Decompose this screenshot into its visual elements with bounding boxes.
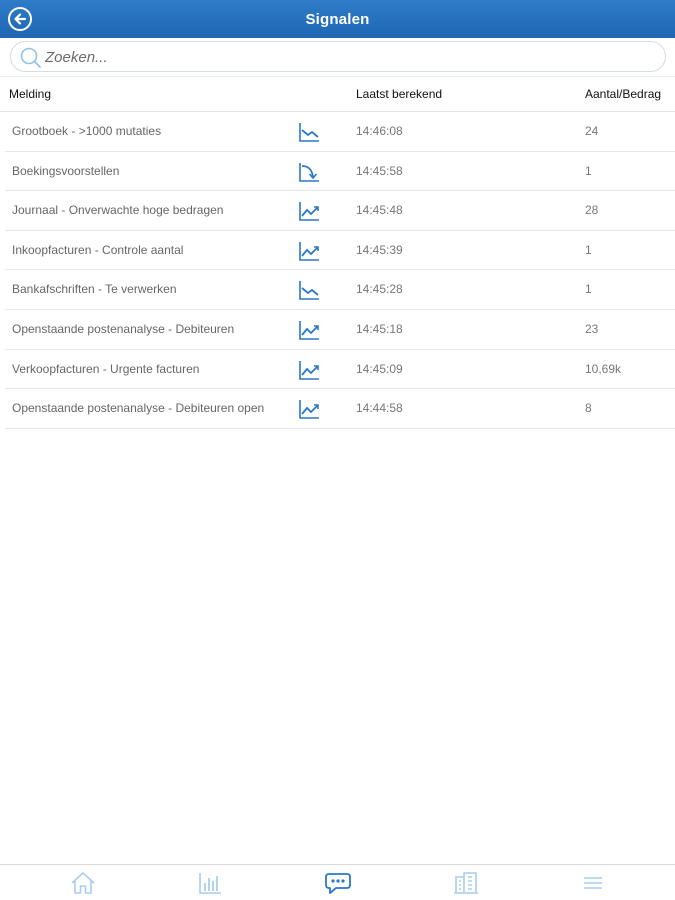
bar-chart-icon [197, 871, 223, 895]
row-time: 14:45:09 [356, 361, 403, 376]
row-name: Inkoopfacturen - Controle aantal [12, 242, 184, 257]
nav-reports-button[interactable] [195, 870, 225, 896]
chat-icon [324, 871, 352, 895]
row-time: 14:45:28 [356, 282, 403, 297]
row-name: Openstaande postenanalyse - Debiteuren open [12, 401, 265, 416]
home-icon [70, 871, 96, 895]
table-row[interactable] [5, 270, 675, 310]
table-row[interactable] [5, 310, 675, 350]
bottom-navigation [0, 864, 675, 900]
nav-home-button[interactable] [68, 870, 98, 896]
menu-icon [581, 873, 605, 893]
table-header [0, 76, 675, 112]
row-name: Boekingsvoorstellen [12, 163, 120, 178]
row-name: Grootboek - >1000 mutaties [12, 124, 162, 138]
search-icon [19, 46, 43, 70]
table-row[interactable] [5, 112, 675, 152]
column-header-aantal-bedrag[interactable]: Aantal/Bedrag [585, 87, 662, 101]
back-button[interactable] [8, 7, 32, 31]
table-row[interactable] [5, 191, 675, 231]
row-time: 14:45:48 [356, 203, 403, 218]
trend-down-icon [297, 278, 321, 302]
trend-up-icon [297, 358, 321, 382]
trend-up-icon [297, 318, 321, 342]
back-arrow-icon [13, 12, 27, 26]
table-row[interactable] [5, 389, 675, 429]
row-name: Openstaande postenanalyse - Debiteuren [12, 321, 235, 336]
nav-administrations-button[interactable] [451, 870, 481, 896]
row-amount: 1 [585, 163, 592, 178]
trend-up-icon [297, 199, 321, 223]
table-body [0, 112, 675, 429]
nav-menu-button[interactable] [578, 870, 608, 896]
row-amount: 1 [585, 242, 592, 257]
search-bar[interactable] [10, 41, 666, 72]
table-row[interactable] [5, 350, 675, 390]
row-amount: 23 [585, 321, 599, 336]
row-name: Bankafschriften - Te verwerken [12, 282, 177, 297]
row-time: 14:45:18 [356, 321, 403, 336]
trend-drop-icon [297, 160, 321, 184]
search-input[interactable] [45, 46, 645, 68]
signals-table [0, 76, 675, 429]
row-time: 14:45:39 [356, 242, 403, 257]
trend-up-icon [297, 239, 321, 263]
trend-down-icon [297, 120, 321, 144]
row-amount: 10,69k [585, 361, 622, 376]
row-amount: 8 [585, 401, 592, 416]
row-amount: 24 [585, 124, 599, 138]
building-icon [452, 871, 480, 895]
table-row[interactable] [5, 231, 675, 271]
row-name: Verkoopfacturen - Urgente facturen [12, 361, 200, 376]
page-title: Signalen [305, 10, 370, 28]
nav-signals-button[interactable] [323, 870, 353, 896]
column-header-laatst-berekend[interactable]: Laatst berekend [356, 87, 443, 101]
row-time: 14:44:58 [356, 401, 403, 416]
header-bar [0, 0, 675, 38]
row-time: 14:46:08 [356, 124, 403, 138]
row-name: Journaal - Onverwachte hoge bedragen [12, 203, 224, 218]
column-header-melding[interactable]: Melding [9, 87, 52, 101]
row-amount: 28 [585, 203, 599, 218]
row-amount: 1 [585, 282, 592, 297]
row-time: 14:45:58 [356, 163, 403, 178]
table-row[interactable] [5, 152, 675, 192]
trend-up-icon [297, 397, 321, 421]
